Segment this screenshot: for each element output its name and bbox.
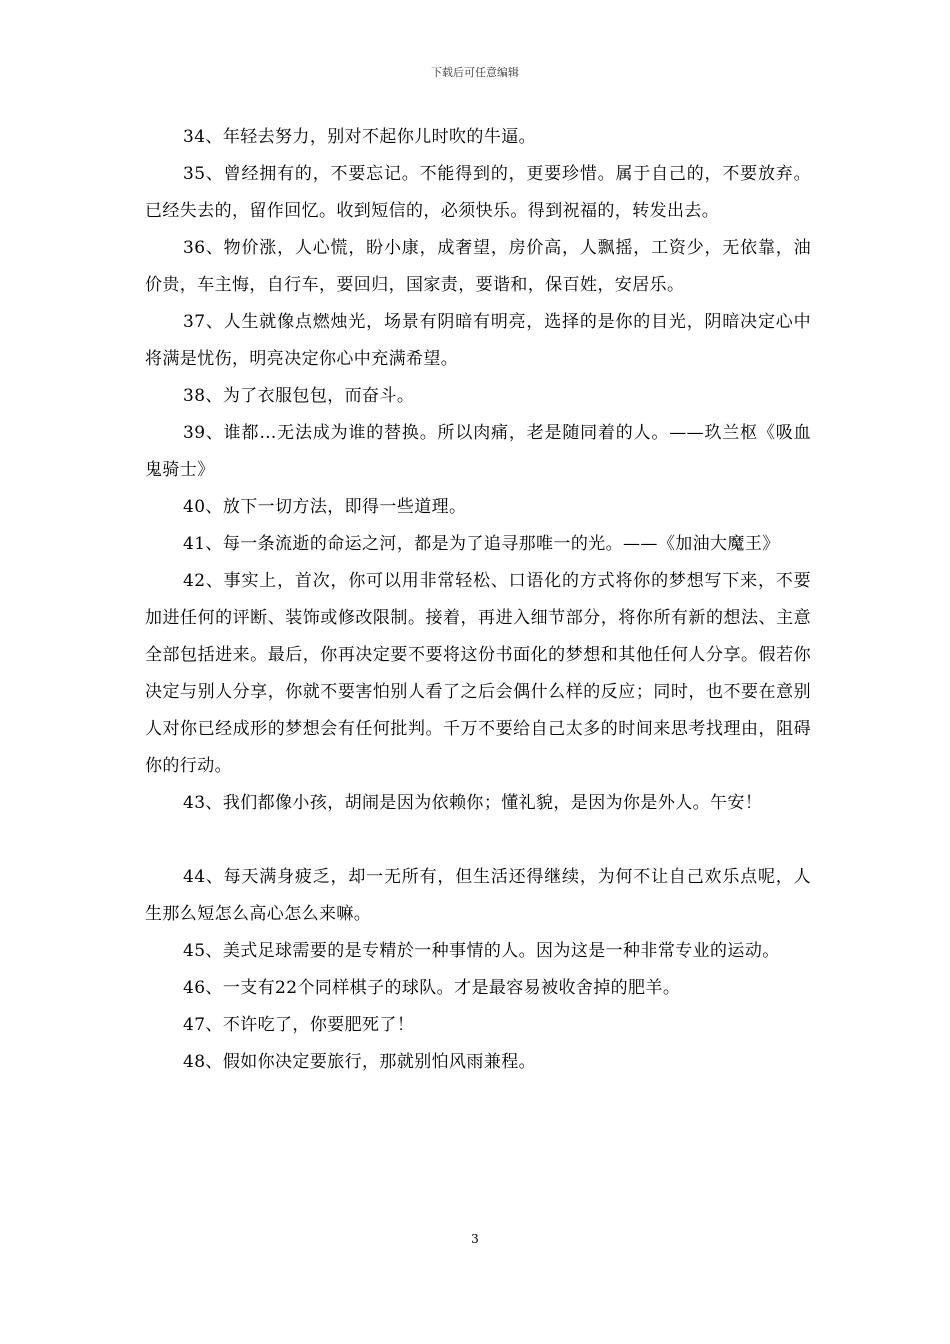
paragraph-46: 46、一支有22个同样棋子的球队。才是最容易被收舍掉的肥羊。: [183, 978, 681, 998]
paragraph-36: 36、物价涨，人心慌，盼小康，成奢望，房价高，人飘摇，工资少，无依靠，油价贵，车主悔，自行车，要回归，国家责，要谐和，保百姓，安居乐。: [145, 238, 811, 295]
paragraph-40: 40、放下一切方法，即得一些道理。: [183, 497, 467, 517]
paragraph-35: 35、曾经拥有的，不要忘记。不能得到的，更要珍惜。属于自己的，不要放弃。已经失去的，留作回忆。收到短信的，必须快乐。得到祝福的，转发出去。: [145, 164, 811, 221]
paragraph-37: 37、人生就像点燃烛光，场景有阴暗有明亮，选择的是你的目光，阴暗决定心中将满是忧伤，明亮决定你心中充满希望。: [145, 312, 811, 369]
page-number: 3: [471, 1232, 479, 1246]
paragraph-41: 41、每一条流逝的命运之河，都是为了追寻那唯一的光。——《加油大魔王》: [183, 534, 780, 554]
blank-line: [145, 822, 811, 859]
paragraph-43: 43、我们都像小孩，胡闹是因为依赖你；懂礼貌，是因为你是外人。午安！: [183, 793, 763, 813]
page-header: 下载后可任意编辑: [431, 66, 519, 79]
paragraph-34: 34、年轻去努力，别对不起你儿时吹的牛逼。: [183, 127, 537, 147]
paragraph-47: 47、不许吃了，你要肥死了！: [183, 1015, 415, 1035]
paragraph-48: 48、假如你决定要旅行，那就别怕风雨兼程。: [183, 1052, 537, 1072]
paragraph-39: 39、谁都…无法成为谁的替换。所以肉痛，老是随同着的人。——玖兰枢《吸血鬼骑士》: [145, 423, 811, 480]
paragraph-42: 42、事实上，首次，你可以用非常轻松、口语化的方式将你的梦想写下来，不要加进任何的评断、装饰或修改限制。接着，再进入细节部分，将你所有新的想法、主意全部包括进来。最后，你再决定要不要将这份书面化的梦想和其他任何人分享。假若你决定与别人分享，你就不要害怕别人看了之后会偶什么样的反应；同时，也不要在意别人对你已经成形的梦想会有任何批判。千万不要给自己太多的时间来思考找理由，阻碍你的行动。: [145, 571, 811, 776]
paragraph-45: 45、美式足球需要的是专精於一种事情的人。因为这是一种非常专业的运动。: [183, 941, 780, 961]
document-body: [145, 119, 811, 1081]
paragraph-38: 38、为了衣服包包，而奋斗。: [183, 386, 415, 406]
paragraph-44: 44、每天满身疲乏，却一无所有，但生活还得继续，为何不让自己欢乐点呢，人生那么短怎么高心怎么来嘛。: [145, 867, 811, 924]
